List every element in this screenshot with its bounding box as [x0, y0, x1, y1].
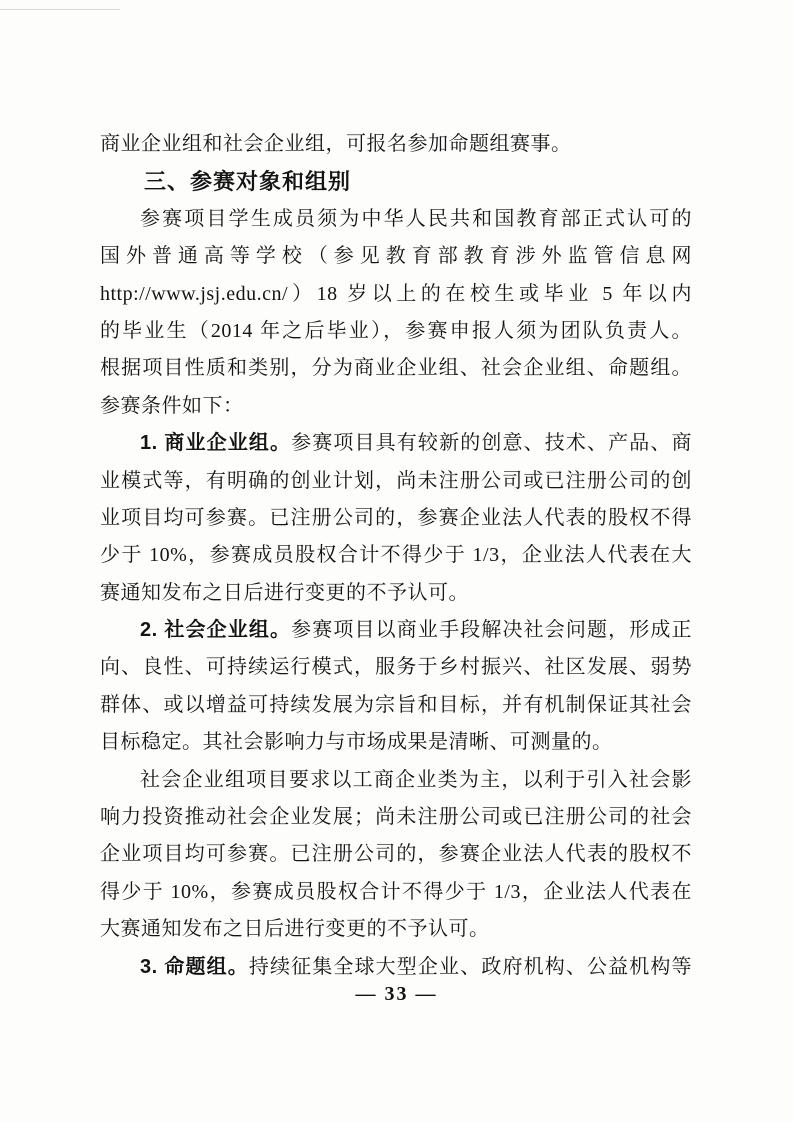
- text-line: 的毕业生（2014 年之后毕业），参赛申报人须为团队负责人。: [100, 319, 692, 342]
- text-line: 响力投资推动社会企业发展；尚未注册公司或已注册公司的社会: [100, 806, 692, 829]
- text-line: 目标稳定。其社会影响力与市场成果是清晰、可测量的。: [100, 731, 613, 754]
- text-run: 参赛项目具有较新的创意、技术、产品、商: [291, 432, 692, 455]
- text-line: 企业项目均可参赛。已注册公司的，参赛企业法人代表的股权不: [100, 843, 692, 866]
- text-line: [100, 949, 692, 986]
- text-run: 持续征集全球大型企业、政府机构、公益机构等: [248, 955, 692, 978]
- text-line: [100, 425, 692, 462]
- text-line: 群体、或以增益可持续发展为宗旨和目标，并有机制保证其社会: [100, 693, 692, 716]
- text-line: 根据项目性质和类别，分为商业企业组、社会企业组、命题组。: [100, 357, 692, 380]
- text-run: 参赛项目以商业手段解决社会问题，形成正: [291, 619, 692, 642]
- section-heading: 三、参赛对象和组别: [144, 169, 352, 195]
- text-line: 社会企业组项目要求以工商企业类为主，以利于引入社会影: [140, 768, 692, 791]
- text-line: 业项目均可参赛。已注册公司的，参赛企业法人代表的股权不得: [100, 506, 692, 529]
- text-line: http://www.jsj.edu.cn/）18 岁以上的在校生或毕业 5 年以内: [100, 282, 692, 305]
- paragraph-lead-bold: 2. 社会企业组。: [140, 619, 292, 642]
- text-line: 少于 10%，参赛成员股权合计不得少于 1/3，企业法人代表在大: [100, 544, 692, 567]
- text-line: 赛通知发布之日后进行变更的不予认可。: [100, 581, 469, 604]
- text-line: 参赛项目学生成员须为中华人民共和国教育部正式认可的: [140, 207, 692, 230]
- text-line: 大赛通知发布之日后进行变更的不予认可。: [100, 918, 490, 941]
- page-number: — 33 —: [355, 983, 438, 1005]
- text-line: 商业企业组和社会企业组，可报名参加命题组赛事。: [100, 133, 572, 155]
- paragraph-lead-bold: 3. 命题组。: [140, 955, 249, 978]
- text-line: [100, 612, 692, 649]
- scan-artifact-line: [0, 9, 120, 10]
- text-line: 向、良性、可持续运行模式，服务于乡村振兴、社区发展、弱势: [100, 656, 692, 679]
- text-line: 业模式等，有明确的创业计划，尚未注册公司或已注册公司的创: [100, 469, 692, 492]
- text-line: 国外普通高等学校（参见教育部教育涉外监管信息网: [100, 245, 692, 268]
- text-line: 得少于 10%，参赛成员股权合计不得少于 1/3，企业法人代表在: [100, 880, 692, 903]
- document-text-block: [100, 126, 692, 986]
- paragraph-lead-bold: 1. 商业企业组。: [140, 432, 292, 455]
- text-line: 参赛条件如下：: [100, 394, 244, 417]
